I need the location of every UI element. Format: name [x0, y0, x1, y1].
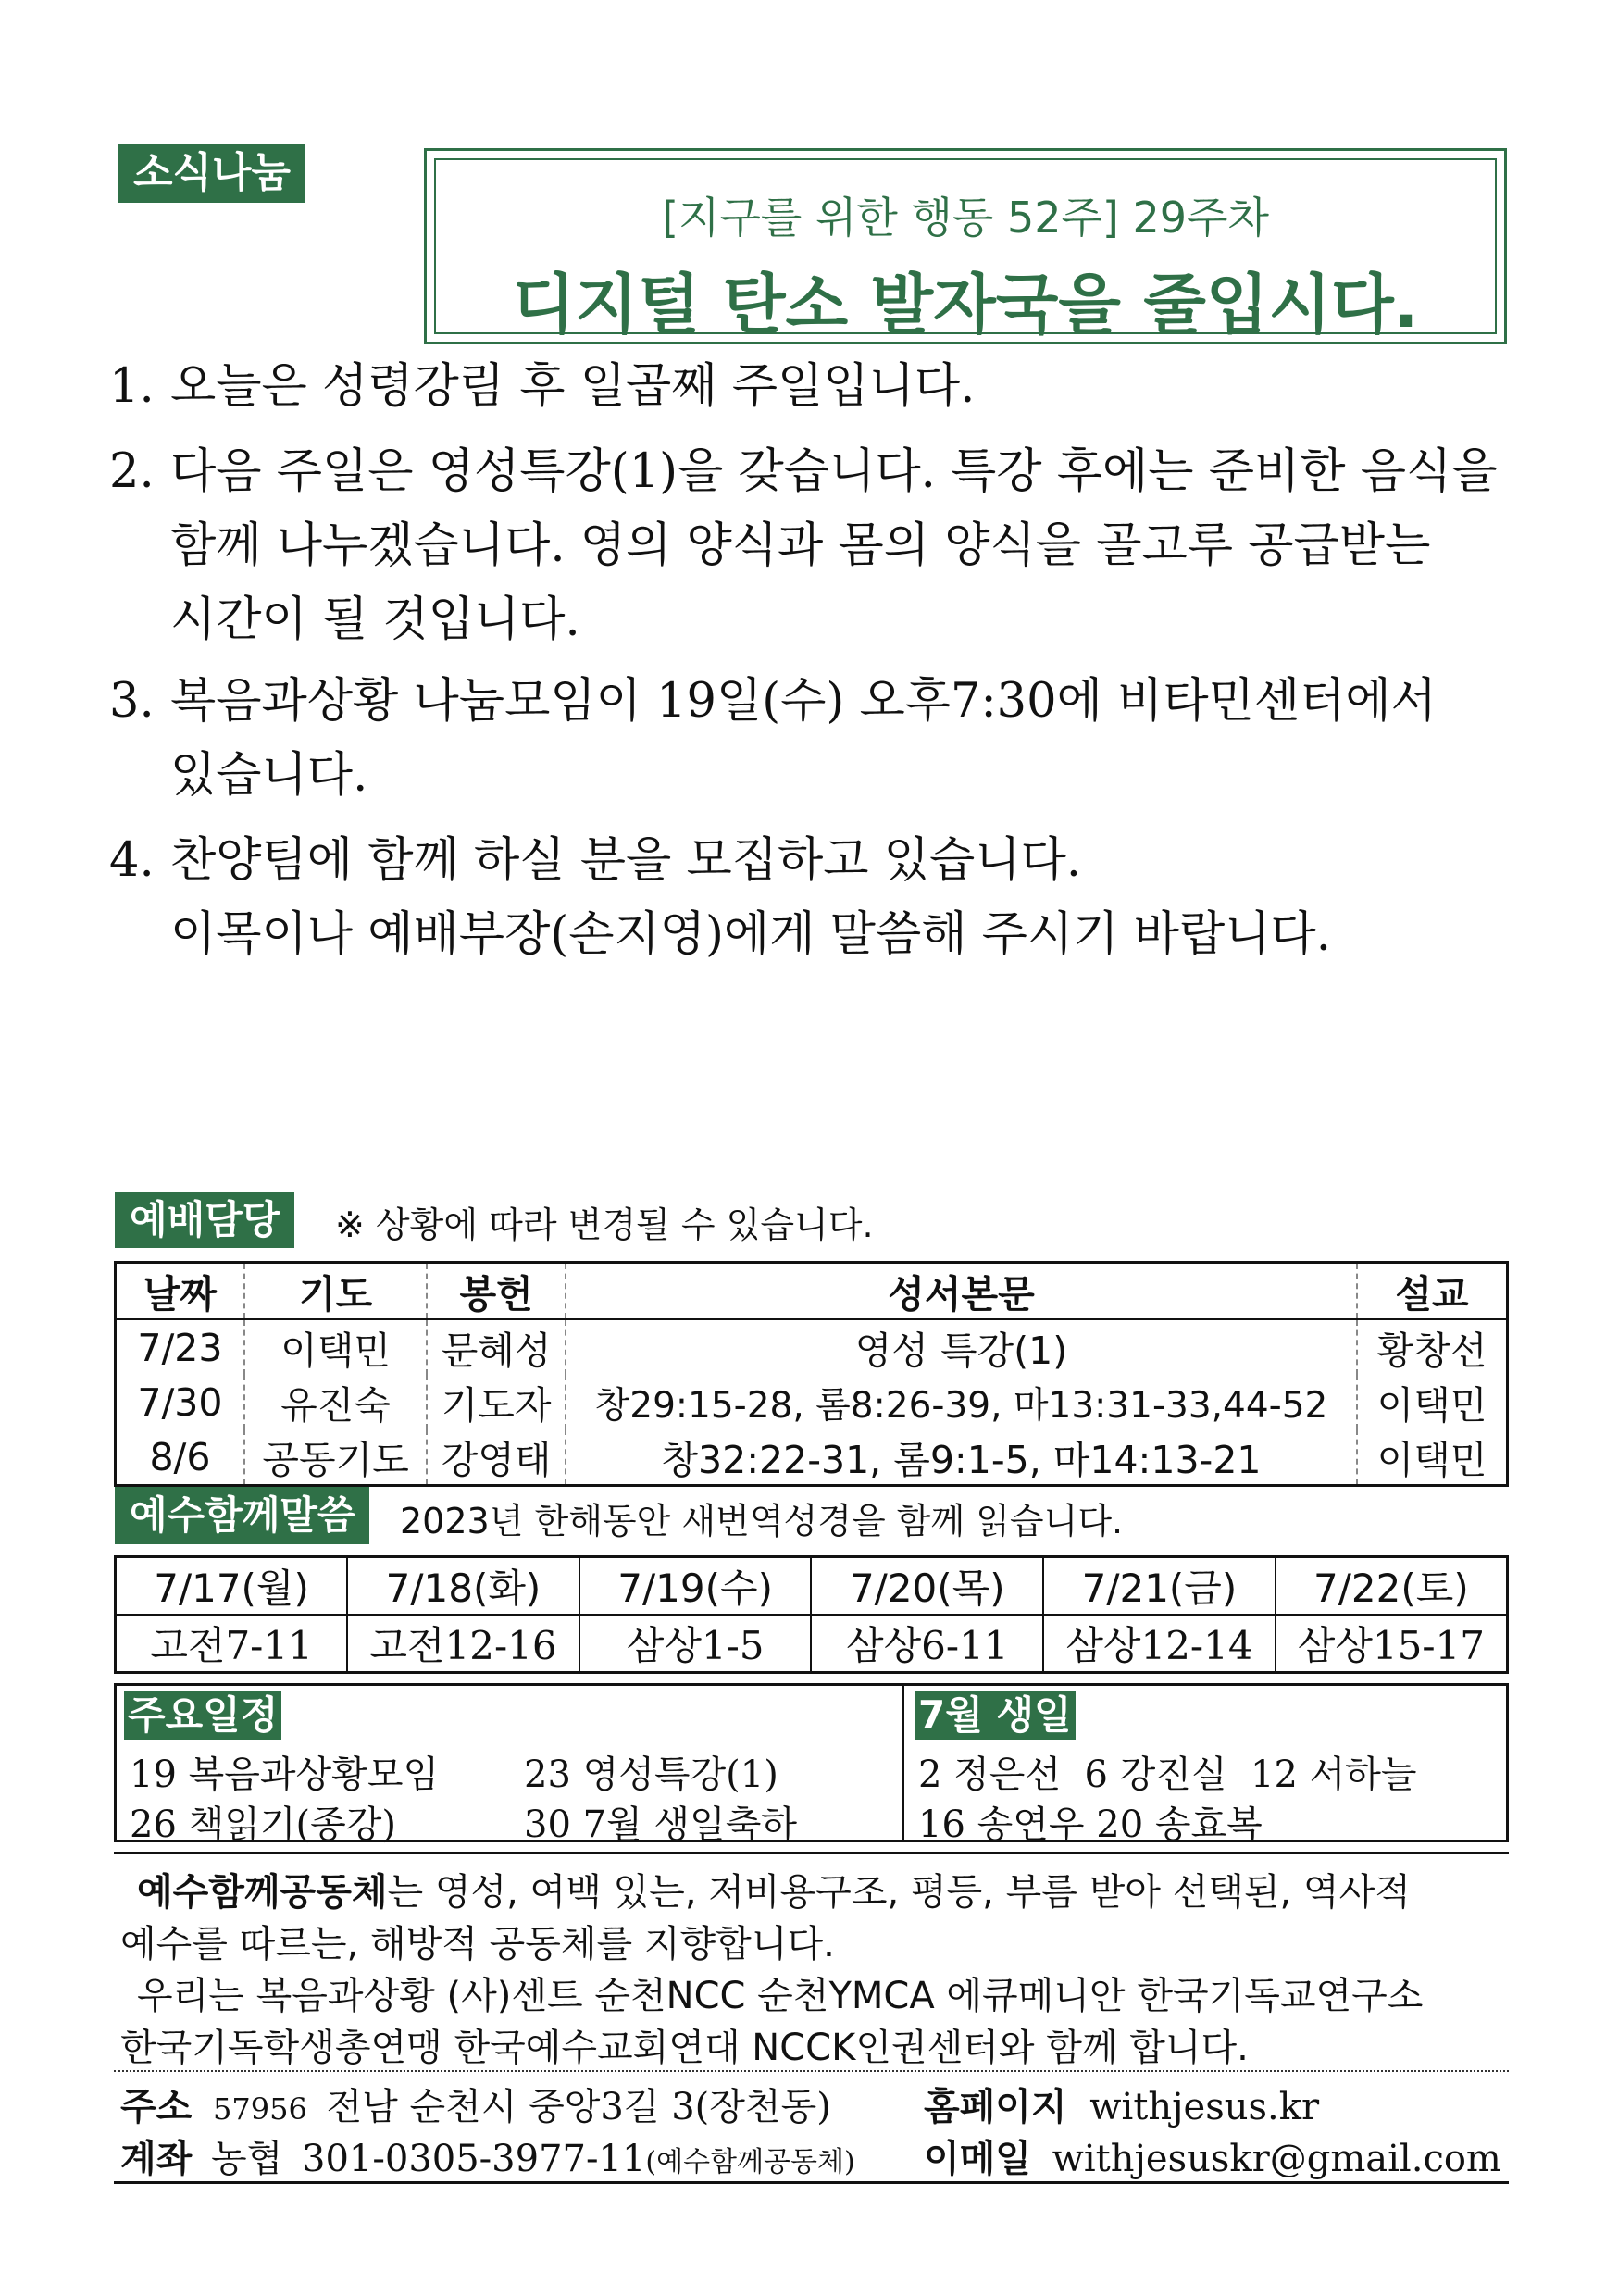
- reading-date: 7/19(수): [579, 1557, 812, 1616]
- bible-note: 2023년 한해동안 새번역성경을 함께 읽습니다.: [400, 1501, 1124, 1541]
- notice-line: 시간이 될 것입니다.: [170, 593, 580, 647]
- notice-item: [109, 435, 1516, 657]
- notice-number: 4.: [109, 833, 155, 888]
- notice-number: 2.: [109, 444, 155, 499]
- table-cell: 공동기도: [244, 1429, 427, 1486]
- schedule-item: 26 책읽기(종강): [130, 1803, 397, 1846]
- reading-passage: 삼상1-5: [579, 1615, 812, 1673]
- table-row: [116, 1429, 1508, 1486]
- footer-account-row: [120, 2129, 855, 2182]
- table-header-cell: 봉헌: [427, 1263, 566, 1320]
- footer-address-row: [120, 2078, 831, 2130]
- table-header-cell: 설교: [1357, 1263, 1507, 1320]
- schedule-divider: [902, 1686, 904, 1840]
- notice-item: [109, 665, 1516, 813]
- reading-date: 7/18(화): [347, 1557, 579, 1616]
- bottom-line: [114, 2181, 1509, 2184]
- reading-passage: 삼상12-14: [1043, 1615, 1276, 1673]
- worship-note: ※ 상황에 따라 변경될 수 있습니다.: [335, 1204, 874, 1245]
- table-cell: 이택민: [1376, 1383, 1487, 1428]
- schedule-item: 30 7월 생일축하: [524, 1803, 797, 1846]
- bible-section-tag: 예수함께말씀: [115, 1487, 369, 1544]
- address-label: 주소: [120, 2086, 193, 2128]
- table-cell: 기도자: [427, 1375, 566, 1429]
- notice-number: 1.: [109, 359, 155, 414]
- divider-line: [114, 1852, 1509, 1854]
- reading-passage: 고전12-16: [347, 1615, 579, 1673]
- notice-line: 있습니다.: [170, 748, 368, 803]
- account-bank: 농협: [211, 2138, 283, 2180]
- community-desc: 는 영성, 여백 있는, 저비용구조, 평등, 부름 받아 선택된, 역사적: [387, 1871, 1411, 1914]
- notice-item: [109, 824, 1516, 972]
- table-cell: 창29:15-28, 롬8:26-39, 마13:31-33,44-52: [566, 1375, 1357, 1429]
- table-cell: 이택민: [1376, 1438, 1487, 1482]
- table-cell: 황창선: [1376, 1329, 1487, 1373]
- table-header-cell: 기도: [244, 1263, 427, 1320]
- email-link[interactable]: withjesuskr@gmail.com: [1052, 2138, 1501, 2180]
- schedule-item: 23 영성특강(1): [524, 1753, 778, 1796]
- address-text: 전남 순천시 중앙3길 3(장천동): [326, 2086, 831, 2128]
- reading-date: 7/17(월): [116, 1557, 348, 1616]
- notice-item: [109, 350, 1516, 424]
- table-cell: 이택민: [244, 1319, 427, 1375]
- table-header-cell: 성서본문: [566, 1263, 1357, 1320]
- reading-passage: 고전7-11: [116, 1615, 348, 1673]
- header-subtitle: [지구를 위한 행동 52주] 29주차: [662, 193, 1269, 243]
- footer-homepage: [924, 2078, 1319, 2130]
- table-header-cell: 날짜: [116, 1263, 244, 1320]
- schedule-box: [114, 1683, 1509, 1846]
- footer-email: [924, 2129, 1501, 2182]
- birthday-line: 16 송연우 20 송효복: [918, 1803, 1263, 1846]
- dotted-divider: [114, 2070, 1509, 2072]
- table-cell: 영성 특강(1): [566, 1319, 1357, 1375]
- notice-line: 다음 주일은 영성특강(1)을 갖습니다. 특강 후에는 준비한 음식을: [170, 444, 1498, 499]
- reading-date: 7/21(금): [1043, 1557, 1276, 1616]
- notice-line: 함께 나누겠습니다. 영의 양식과 몸의 양식을 골고루 공급받는: [170, 518, 1431, 573]
- table-row: [116, 1375, 1508, 1429]
- notice-line: 이목이나 예배부장(손지영)에게 말씀해 주시기 바랍니다.: [170, 907, 1331, 962]
- notice-line: 복음과상황 나눔모임이 19일(수) 오후7:30에 비타민센터에서: [170, 674, 1437, 729]
- table-cell: 8/6: [116, 1429, 244, 1486]
- homepage-link[interactable]: withjesus.kr: [1089, 2086, 1320, 2128]
- header-box: [424, 148, 1507, 344]
- notice-line: 오늘은 성령강림 후 일곱째 주일입니다.: [170, 359, 976, 414]
- table-row: [116, 1615, 1508, 1673]
- table-cell: 창32:22-31, 롬9:1-5, 마14:13-21: [566, 1429, 1357, 1486]
- worship-section-tag: 예배담당: [115, 1192, 294, 1248]
- community-line: 예수를 따르는, 해방적 공동체를 지향합니다.: [120, 1923, 835, 1965]
- reading-date: 7/20(목): [811, 1557, 1043, 1616]
- header-inner-border: [434, 158, 1497, 343]
- address-zip: 57956: [213, 2091, 307, 2127]
- account-label: 계좌: [120, 2138, 193, 2180]
- worship-table: [114, 1261, 1509, 1487]
- community-line: 우리는 복음과상황 (사)센트 순천NCC 순천YMCA 에큐메니안 한국기독교연구소: [137, 1975, 1424, 2017]
- table-row: [116, 1557, 1508, 1616]
- news-section-tag: 소식나눔: [118, 144, 305, 203]
- reading-date: 7/22(토): [1276, 1557, 1508, 1616]
- birthday-line: 2 정은선 6 강진실 12 서하늘: [918, 1753, 1417, 1796]
- table-cell: 유진숙: [244, 1375, 427, 1429]
- birthday-tag: 7월 생일: [915, 1691, 1076, 1740]
- table-cell: 7/23: [116, 1319, 244, 1375]
- account-number: 301-0305-3977-11: [302, 2138, 646, 2180]
- reading-passage: 삼상6-11: [811, 1615, 1043, 1673]
- community-name: 예수함께공동체: [137, 1871, 388, 1914]
- header-title: 디지털 탄소 발자국을 줄입시다.: [512, 267, 1419, 343]
- table-cell: 강영태: [427, 1429, 566, 1486]
- homepage-label: 홈페이지: [924, 2086, 1067, 2128]
- notice-line: 찬양팀에 함께 하실 분을 모집하고 있습니다.: [170, 833, 1082, 888]
- reading-passage: 삼상15-17: [1297, 1623, 1485, 1668]
- email-label: 이메일: [924, 2138, 1031, 2180]
- account-holder: (예수함께공동체): [645, 2146, 855, 2178]
- schedule-item: 19 복음과상황모임: [130, 1753, 440, 1796]
- bible-reading-table: [114, 1555, 1509, 1674]
- community-line: [137, 1863, 1411, 1915]
- table-cell: 7/30: [116, 1375, 244, 1429]
- notice-number: 3.: [109, 674, 155, 729]
- table-row: [116, 1319, 1508, 1375]
- table-header-row: [116, 1263, 1508, 1320]
- community-line: 한국기독학생총연맹 한국예수교회연대 NCCK인권센터와 함께 합니다.: [120, 2027, 1249, 2069]
- table-cell: 문혜성: [427, 1319, 566, 1375]
- schedule-tag: 주요일정: [124, 1691, 281, 1740]
